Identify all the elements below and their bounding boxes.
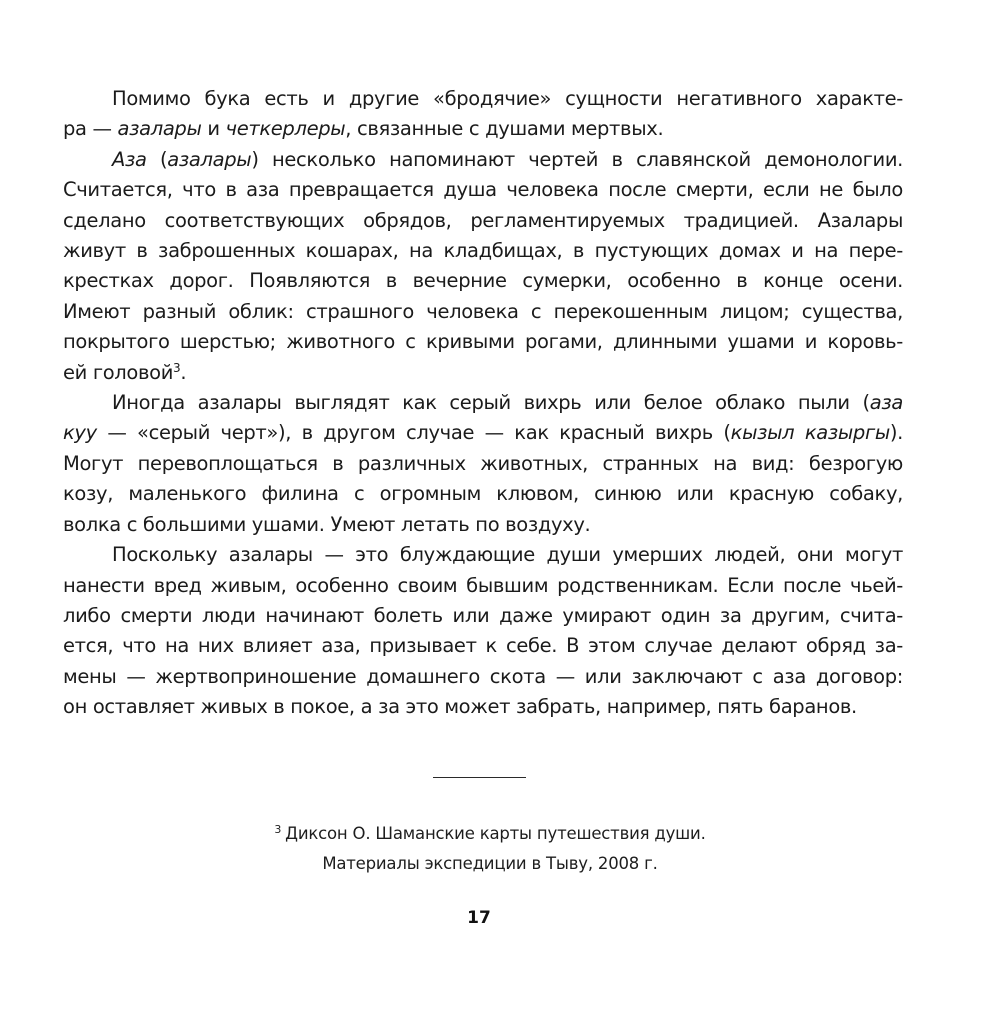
text-line: козу, маленького филина с огромным клювом, синюю или красную собаку, — [63, 482, 903, 506]
italic-term: азалары — [167, 147, 252, 171]
footnote — [0, 819, 980, 879]
text-line: Считается, что в аза превращается душа человека после смерти, если не было — [63, 178, 903, 202]
text-line: Имеют разный облик: страшного человека с перекошенным лицом; существа, — [63, 299, 903, 323]
text-line: нанести вред живым, особенно своим бывшим родственникам. Если после чьей- — [63, 573, 903, 597]
footnote-citation: Диксон О. Шаманские карты путешествия души. — [285, 824, 706, 843]
text-line: живут в заброшенных кошарах, на кладбищах, в пустующих домах и на пере- — [63, 239, 903, 263]
footnote-divider — [433, 777, 526, 778]
footnote-marker: 3 — [274, 823, 282, 836]
paragraph — [63, 540, 903, 722]
text-line: волка с большими ушами. Умеют летать по воздуху. — [63, 512, 591, 536]
main-text — [63, 84, 903, 723]
italic-term: азалары — [117, 117, 202, 141]
italic-term: аза — [869, 391, 903, 415]
text-line: ей головой$^3$. — [63, 360, 187, 384]
text-line: либо смерти люди начинают болеть или даже умирают один за другим, счита- — [63, 603, 903, 627]
italic-term: Аза — [112, 147, 147, 171]
paragraph — [63, 388, 903, 540]
paragraph — [63, 145, 903, 388]
footnote-reference[interactable]: 3 — [173, 360, 181, 375]
italic-term: четкерлеры — [225, 117, 346, 141]
text-line: ется, что на них влияет аза, призывает к себе. В этом случае делают обряд за- — [63, 634, 903, 658]
italic-term: куу — [63, 421, 97, 445]
footnote-source: Материалы экспедиции в Тыву, 2008 г. — [322, 854, 658, 873]
footnote-line-1 — [0, 819, 980, 849]
text-line: сделано соответствующих обрядов, регламентируемых традицией. Азалары — [63, 208, 903, 232]
text-line: покрытого шерстью; животного с кривыми рогами, длинными ушами и коровь- — [63, 330, 903, 354]
text-line: он оставляет живых в покое, а за это может забрать, например, пять баранов. — [63, 695, 857, 719]
text-line: мены — жертвоприношение домашнего скота — или заключают с аза договор: — [63, 664, 903, 688]
text-line: Иногда азалары выглядят как серый вихрь или белое облако пыли (аза — [112, 391, 903, 415]
text-line: куу — «серый черт»), в другом случае — как красный вихрь (кызыл казыргы). — [63, 421, 903, 445]
text-line: Аза (азалары) несколько напоминают чертей в славянской демонологии. — [112, 147, 903, 171]
text-line: Помимо бука есть и другие «бродячие» сущности негативного характе- — [112, 87, 903, 110]
text-line: ра — азалары и четкерлеры, связанные с душами мертвых. — [63, 117, 664, 141]
text-line: крестках дорог. Появляются в вечерние сумерки, особенно в конце осени. — [63, 269, 903, 293]
paragraph — [63, 84, 903, 145]
italic-term: кызыл казыргы — [730, 421, 890, 445]
text-line: Поскольку азалары — это блуждающие души умерших людей, они могут — [112, 543, 903, 567]
text-line: Могут перевоплощаться в различных животных, странных на вид: безрогую — [63, 451, 903, 475]
page-number: 17 — [467, 908, 491, 928]
